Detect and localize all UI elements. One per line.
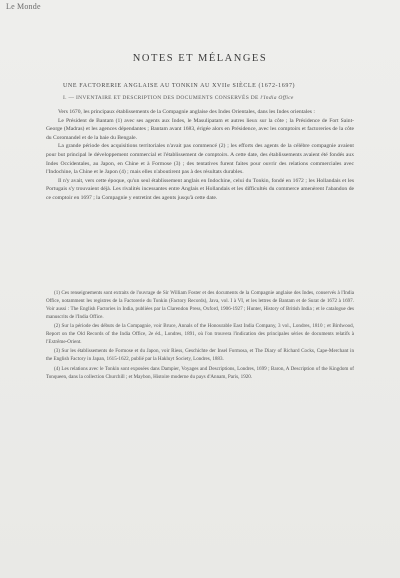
footnotes — [46, 290, 354, 383]
section-heading-numeral: I. — — [63, 95, 75, 101]
footnote: (2) Sur la période des débuts de la Compagnie, voir Bruce, Annals of the Honourable East India Company, 3 vol., Londres, 1810 ; et Birdwood, Report on the Old Records of the India Office, 2e éd., Londres, 1891, où l'on trouvera l'indication des principales séries de documents relatifs à l'Extrême-Orient. — [46, 323, 354, 345]
section-heading-italic: l'India Office — [260, 95, 294, 101]
footnote: (4) Les relations avec le Tonkin sont exposées dans Dampier, Voyages and Descriptions, Londres, 1699 ; Baron, A Description of the Kingdom of Tonqueen, dans la collection Churchill ; et Maybon, Histoire moderne du pays d'Annam, Paris, 1920. — [46, 365, 354, 380]
body-paragraph: La grande période des acquisitions territoriales n'avait pas commencé (2) ; les efforts des agents de la célèbre compagnie avaient pour but principal le développement commercial et l'établissement de comptoirs. A cette date, des établissements avaient été fondés aux Indes Occidentales, au Japon, en Chine et à Formose (3) ; des tentatives furent faites pour ouvrir des relations commerciales avec l'Indochine, la Chine et le Japon (4) ; mais elles n'aboutirent pas à des résultats durables. — [46, 143, 354, 176]
footnote: (3) Sur les établissements de Formose et du Japon, voir Riess, Geschichte der Insel Formosa, et The Diary of Richard Cocks, Cape-Merchant in the English Factory in Japan, 1615-1622, publié par la Hakluyt Society, Londres, 1883. — [46, 348, 354, 363]
article-body — [46, 108, 354, 203]
body-paragraph: Vers 1670, les principaux établissements de la Compagnie anglaise des Indes Orientales, dans les Indes orientales : — [58, 109, 315, 115]
body-paragraph: Le Président de Bantam (1) avec ses agents aux Indes, le Masulipatam et autres lieux sur la côte ; la Présidence de Fort Saint-George (Madras) et les agences dépendantes ; Bantam avant 1683, érigée alors en Présidence, avec les comptoirs et factoreries de la côte du Coromandel et de la baie du Bengale. — [46, 117, 354, 141]
section-heading-text: INVENTAIRE ET DESCRIPTION DES DOCUMENTS CONSERVÉS DE — [75, 95, 261, 101]
article-title: UNE FACTORERIE ANGLAISE AU TONKIN AU XVIIe SIÈCLE (1672-1697) — [63, 83, 296, 89]
body-paragraph: Il n'y avait, vers cette époque, qu'un seul établissement anglais en Indochine, celui du Tonkin, fondé en 1672 ; les Hollandais et les Portugais s'y trouvaient déjà. Les rivalités incessantes entre Anglais et Hollandais et les difficultés du commerce amenèrent l'abandon de ce comptoir en 1697 ; la Compagnie y entretint des agents jusqu'à cette date. — [46, 177, 354, 201]
section-title: NOTES ET MÉLANGES — [132, 53, 268, 64]
page-header: Le Monde — [6, 2, 41, 11]
footnote: (1) Ces renseignements sont extraits de l'ouvrage de Sir William Foster et des documents de la Compagnie anglaise des Indes, conservés à l'India Office, notamment les registres de la Factorerie du Tonkin (Factory Records), Java, vol. I à VI, et les lettres de Bantam et de Surat de 1672 à 1697. Voir aussi : The English Factories in India, publiées par la Clarendon Press, Oxford, 1906-1927 ; Hunter, History of British India ; et le catalogue des manuscrits de l'India Office. — [46, 290, 354, 320]
section-heading — [63, 95, 353, 101]
